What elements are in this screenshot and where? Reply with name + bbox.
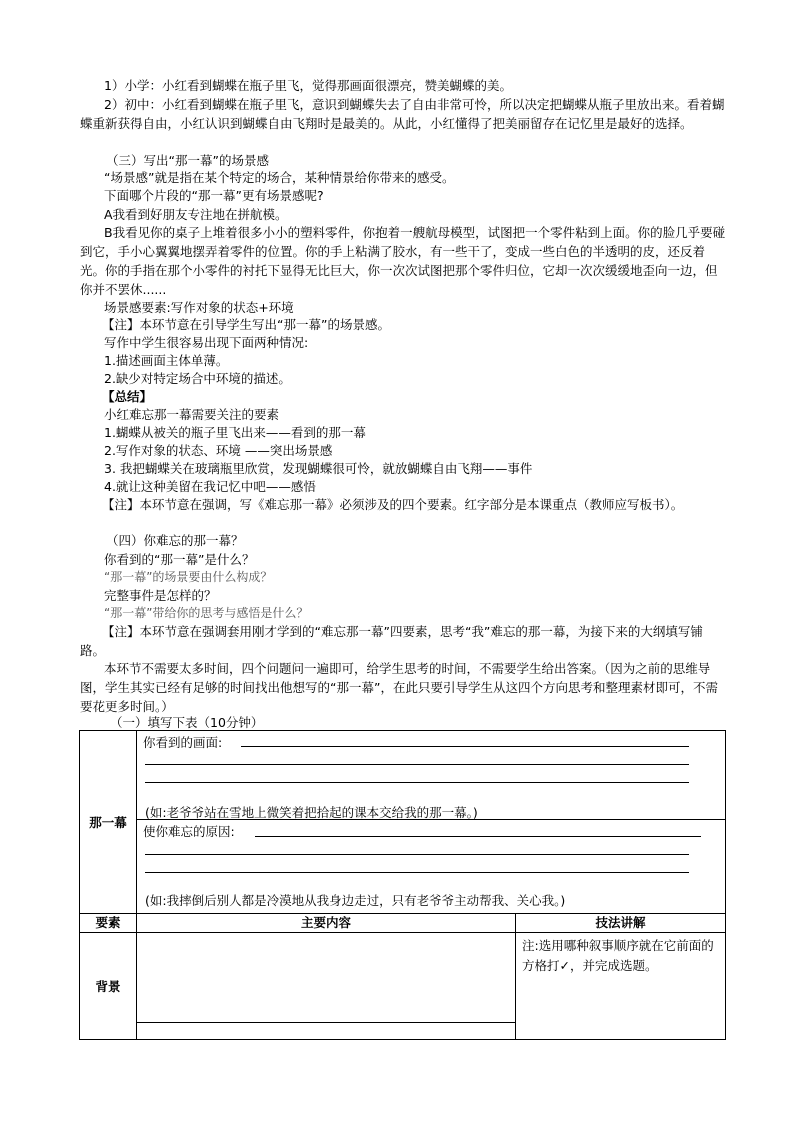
note-3: 【注】本环节意在强调套用刚才学到的“难忘那一幕”四要素，思考“我”难忘的那一幕，为接下来的大纲填写铺路。: [80, 624, 703, 658]
note-2: 【注】本环节意在强调，写《难忘那一幕》必须涉及的四个要素。红字部分是本课重点（教师应写板书）。: [102, 497, 684, 512]
summary-intro: 小红难忘那一幕需要关注的要素: [104, 407, 280, 422]
section-fill-table: （一）填写下表（10分钟）: [110, 715, 264, 730]
outline-table: [79, 730, 726, 1040]
reason-label: 使你难忘的原因:: [143, 824, 235, 840]
blank-line: [145, 872, 689, 873]
paragraph-junior: 2）初中：小红看到蝴蝶在瓶子里飞，意识到蝴蝶失去了自由非常可怜，所以决定把蝴蝶从瓶子里放出来。看着蝴蝶重新获得自由，小红认识到蝴蝶自由飞翔时是最美的。从此，小红懂得了把美丽留存在记忆里是最好的选择。: [80, 97, 725, 131]
question-3: 完整事件是怎样的？: [104, 588, 217, 603]
seen-cell[interactable]: [137, 731, 726, 820]
option-b: B我看见你的桌子上堆着很多小小的塑料零件，你抱着一艘航母模型，试图把一个零件粘到上面。你的脸几乎要碰到它，手小心翼翼地摆弄着零件的位置。你的手上粘满了胶水，有一些干了，变成一些白色的半透明的皮，还反着光。你的手指在那个小零件的衬托下显得无比巨大，你一次次试图把那个零件归位，它却一次次缓缓地歪向一边，但你并不罢休......: [80, 225, 726, 297]
paragraph-cases: 写作中学生很容易出现下面两种情况:: [104, 335, 309, 350]
option-a: A我看到好朋友专注地在拼航模。: [104, 207, 288, 222]
row-label-background: 背景: [80, 933, 137, 1040]
row-label-that-moment: 那一幕: [80, 731, 137, 914]
paragraph-time: 本环节不需要太多时间，四个问题问一遍即可，给学生思考的时间，不需要学生给出答案。（因为之前的思维导图，学生其实已经有足够的时间找出他想写的“那一幕”，在此只要引导学生从这四个方向思考和整理素材即可，不需要花更多时间。）: [80, 661, 718, 714]
blank-line: [145, 764, 689, 765]
blank-line: [241, 746, 689, 747]
paragraph-primary: 1）小学：小红看到蝴蝶在瓶子里飞，觉得那画面很漂亮，赞美蝴蝶的美。: [104, 78, 512, 93]
blank-line: [145, 854, 689, 855]
section-title-3: （三）写出“那一幕”的场景感: [106, 153, 269, 168]
technique-note: 注:选用哪种叙事顺序就在它前面的方格打✓，并完成选题。: [516, 933, 726, 1040]
reason-hint: (如:我摔倒后别人都是冷漠地从我身边走过，只有老爷爷主动帮我、关心我。): [145, 893, 566, 909]
blank-line: [145, 782, 689, 783]
question-4: “那一幕”带给你的思考与感悟是什么？: [104, 606, 309, 620]
reason-cell[interactable]: [137, 820, 726, 914]
summary-item-3: 3. 我把蝴蝶关在玻璃瓶里欣赏，发现蝴蝶很可怜，就放蝴蝶自由飞翔——事件: [104, 461, 533, 476]
header-technique: 技法讲解: [516, 914, 726, 933]
seen-hint: (如:老爷爷站在雪地上微笑着把拾起的课本交给我的那一幕。): [145, 805, 478, 820]
note-1: 【注】本环节意在引导学生写出“那一幕”的场景感。: [102, 317, 390, 332]
paragraph-scene-def: “场景感”就是指在某个特定的场合，某种情景给你带来的感受。: [104, 170, 455, 185]
background-content-cell[interactable]: [137, 933, 516, 1023]
scene-elements: 场景感要素:写作对象的状态+环境: [104, 300, 294, 315]
case-1: 1.描述画面主体单薄。: [104, 353, 229, 368]
seen-label: 你看到的画面:: [143, 735, 223, 750]
background-extra-cell[interactable]: [137, 1022, 516, 1039]
summary-item-2: 2.写作对象的状态、环境 ——突出场景感: [104, 443, 333, 458]
paragraph-question: 下面哪个片段的“那一幕”更有场景感呢?: [104, 188, 324, 203]
header-content: 主要内容: [137, 914, 516, 933]
blank-line: [255, 836, 701, 837]
summary-item-1: 1.蝴蝶从被关的瓶子里飞出来——看到的那一幕: [104, 425, 366, 440]
question-2: “那一幕”的场景要由什么构成？: [104, 570, 273, 584]
header-element: 要素: [80, 914, 137, 933]
case-2: 2.缺少对特定场合中环境的描述。: [104, 371, 291, 386]
summary-item-4: 4.就让这种美留在我记忆中吧——感悟: [104, 479, 316, 494]
section-title-4: （四）你难忘的那一幕？: [106, 533, 244, 548]
summary-heading: 【总结】: [102, 389, 153, 404]
question-1: 你看到的“那一幕”是什么？: [104, 552, 255, 567]
